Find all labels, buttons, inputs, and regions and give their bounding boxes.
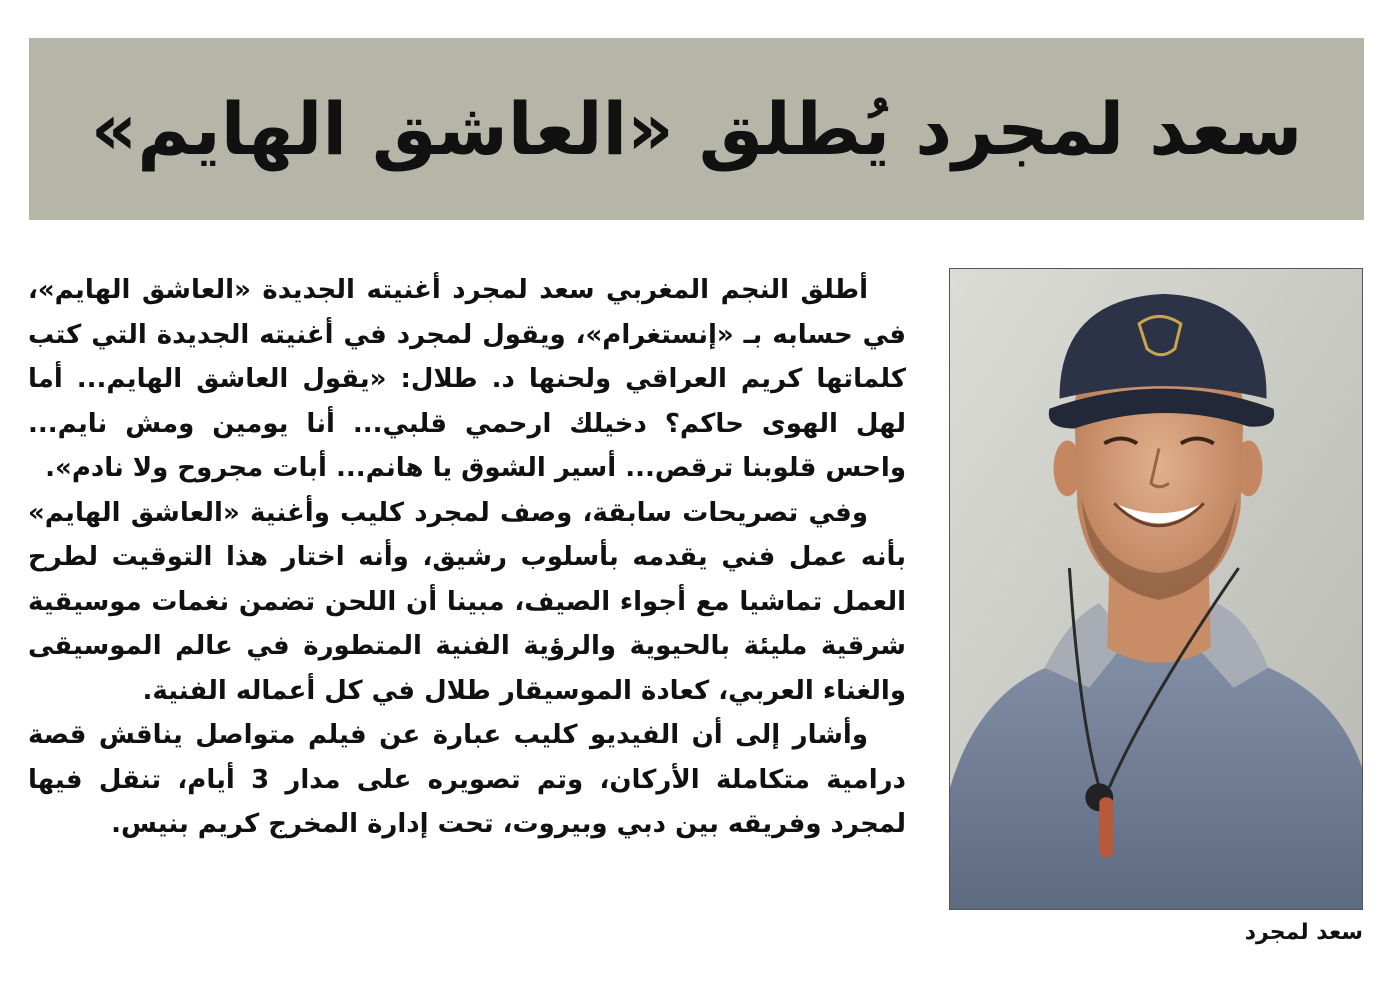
headline-band: [29, 38, 1364, 220]
photo-caption: سعد لمجرد: [1244, 920, 1363, 945]
article-paragraph-1: أطلق النجم المغربي سعد لمجرد أغنيته الجديدة «العاشق الهايم»، في حسابه بـ «إنستغرام»، ويقول لمجرد في أغنيته الجديدة التي كتب كلماتها كريم العراقي ولحنها د. طلال: «يقول العاشق الهايم... أما لهل الهوى حاكم؟ دخيلك ارحمي قلبي... أنا يومين ومش نايم... واحس قلوبنا ترقص... أسير الشوق يا هانم... أبات مجروح ولا نادم».: [28, 275, 906, 483]
article-body: [28, 268, 906, 968]
article-paragraph-2: وفي تصريحات سابقة، وصف لمجرد كليب وأغنية «العاشق الهايم» بأنه عمل فني يقدمه بأسلوب رشيق، وأنه اختار هذا التوقيت لطرح العمل تماشيا مع أجواء الصيف، مبينا أن اللحن تضمن نغمات موسيقية شرقية مليئة بالحيوية والرؤية الفنية المتطورة في عالم الموسيقى والغناء العربي، كعادة الموسيقار طلال في كل أعماله الفنية.: [28, 497, 906, 706]
portrait-illustration: [950, 269, 1362, 909]
article-paragraph-3: وأشار إلى أن الفيديو كليب عبارة عن فيلم متواصل يناقش قصة درامية متكاملة الأركان، وتم تصويره على مدار 3 أيام، تنقل فيها لمجرد وفريقه بين دبي وبيروت، تحت إدارة المخرج كريم بنيس.: [28, 720, 906, 839]
portrait-photo: [949, 268, 1363, 910]
headline: سعد لمجرد يُطلق «العاشق الهايم»: [90, 87, 1303, 171]
